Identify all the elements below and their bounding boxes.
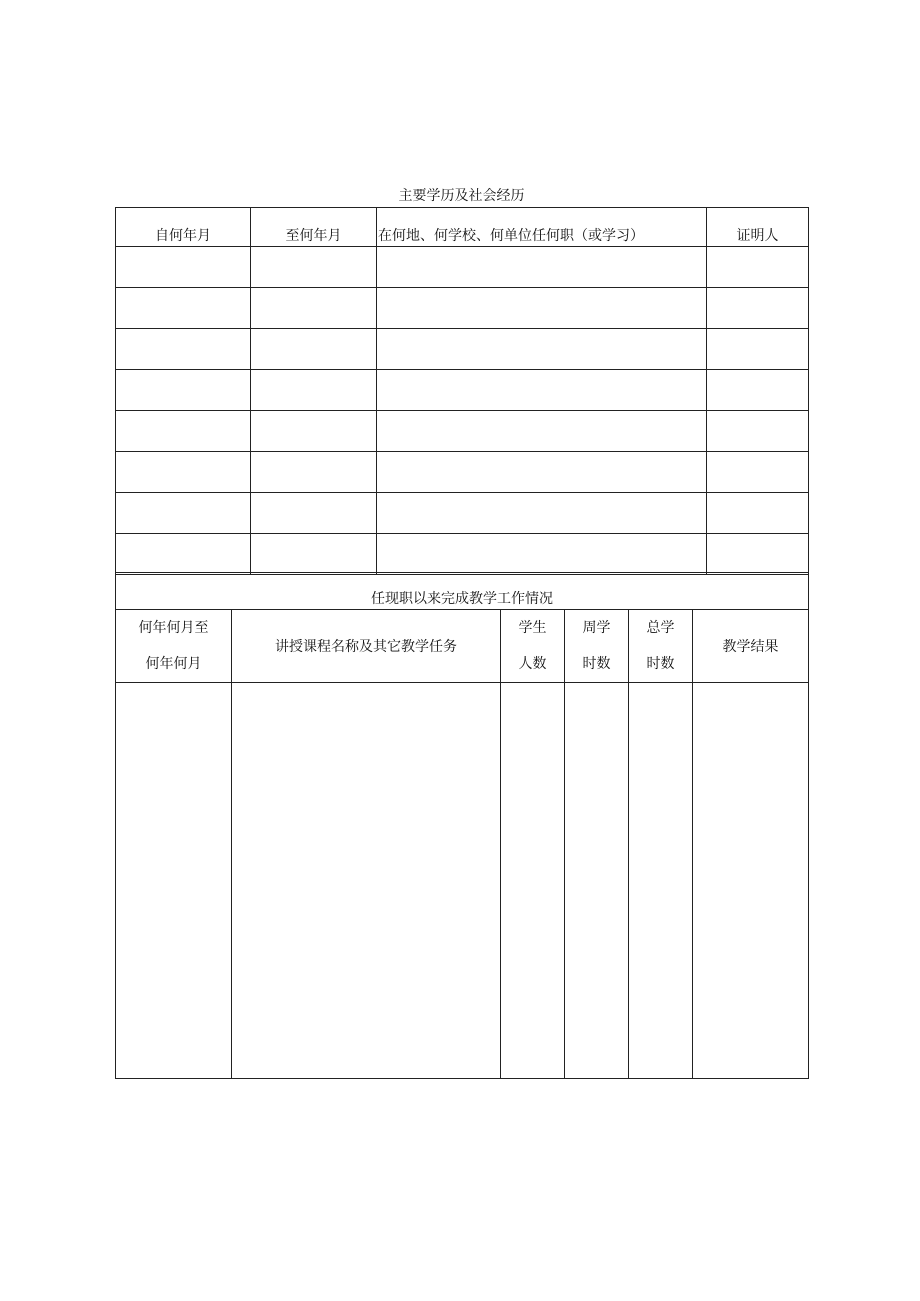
- history-cell-place[interactable]: [377, 329, 707, 370]
- history-cell-place[interactable]: [377, 452, 707, 493]
- col-from-date: 自何年月: [116, 208, 251, 247]
- history-cell-place[interactable]: [377, 288, 707, 329]
- history-cell-place[interactable]: [377, 493, 707, 534]
- col-total-line1: 总学: [646, 620, 675, 636]
- teaching-cell-result[interactable]: [693, 683, 809, 1079]
- history-cell-from[interactable]: [116, 288, 251, 329]
- history-row: [116, 288, 809, 329]
- teaching-header-row: [116, 610, 809, 683]
- history-cell-witness[interactable]: [707, 288, 809, 329]
- col-course: 讲授课程名称及其它教学任务: [232, 610, 501, 683]
- history-cell-from[interactable]: [116, 493, 251, 534]
- history-cell-place[interactable]: [377, 534, 707, 575]
- history-row: [116, 452, 809, 493]
- col-total-line2: 时数: [646, 656, 675, 672]
- teaching-section-title-row: [116, 573, 809, 610]
- history-table: [115, 207, 809, 575]
- history-row: [116, 493, 809, 534]
- col-students-line2: 人数: [518, 656, 547, 672]
- col-weekly-line2: 时数: [582, 656, 611, 672]
- history-cell-to[interactable]: [251, 329, 377, 370]
- teaching-cell-students[interactable]: [501, 683, 565, 1079]
- teaching-cell-course[interactable]: [232, 683, 501, 1079]
- teaching-body-row: [116, 683, 809, 1079]
- history-cell-to[interactable]: [251, 411, 377, 452]
- history-cell-place[interactable]: [377, 411, 707, 452]
- history-cell-witness[interactable]: [707, 329, 809, 370]
- history-cell-from[interactable]: [116, 452, 251, 493]
- history-cell-from[interactable]: [116, 329, 251, 370]
- history-cell-witness[interactable]: [707, 247, 809, 288]
- teaching-cell-weekly[interactable]: [565, 683, 629, 1079]
- col-result: 教学结果: [693, 610, 809, 683]
- col-witness: 证明人: [707, 208, 809, 247]
- history-row: [116, 370, 809, 411]
- history-section-title: 主要学历及社会经历: [398, 188, 525, 204]
- col-period-line1: 何年何月至: [138, 620, 209, 636]
- history-row: [116, 247, 809, 288]
- teaching-table: [115, 572, 809, 1079]
- col-students: [501, 610, 565, 683]
- history-cell-from[interactable]: [116, 534, 251, 575]
- col-place-position: 在何地、何学校、何单位任何职（或学习）: [377, 208, 707, 247]
- history-cell-to[interactable]: [251, 493, 377, 534]
- history-cell-witness[interactable]: [707, 370, 809, 411]
- history-cell-to[interactable]: [251, 288, 377, 329]
- history-cell-to[interactable]: [251, 452, 377, 493]
- history-cell-witness[interactable]: [707, 411, 809, 452]
- col-weekly-hours: [565, 610, 629, 683]
- history-row: [116, 329, 809, 370]
- history-cell-witness[interactable]: [707, 534, 809, 575]
- col-students-line1: 学生: [518, 620, 547, 636]
- history-cell-from[interactable]: [116, 247, 251, 288]
- col-period-line2: 何年何月: [145, 656, 202, 672]
- history-row: [116, 411, 809, 452]
- history-cell-place[interactable]: [377, 370, 707, 411]
- teaching-cell-total[interactable]: [629, 683, 693, 1079]
- history-cell-from[interactable]: [116, 370, 251, 411]
- history-cell-witness[interactable]: [707, 452, 809, 493]
- teaching-cell-period[interactable]: [116, 683, 232, 1079]
- col-total-hours: [629, 610, 693, 683]
- history-row: [116, 534, 809, 575]
- history-header-row: [116, 208, 809, 247]
- teaching-section-title: 任现职以来完成教学工作情况: [116, 573, 809, 610]
- history-cell-to[interactable]: [251, 534, 377, 575]
- history-cell-from[interactable]: [116, 411, 251, 452]
- col-weekly-line1: 周学: [582, 620, 611, 636]
- history-cell-to[interactable]: [251, 370, 377, 411]
- history-cell-to[interactable]: [251, 247, 377, 288]
- history-cell-place[interactable]: [377, 247, 707, 288]
- col-to-date: 至何年月: [251, 208, 377, 247]
- history-cell-witness[interactable]: [707, 493, 809, 534]
- col-period: [116, 610, 232, 683]
